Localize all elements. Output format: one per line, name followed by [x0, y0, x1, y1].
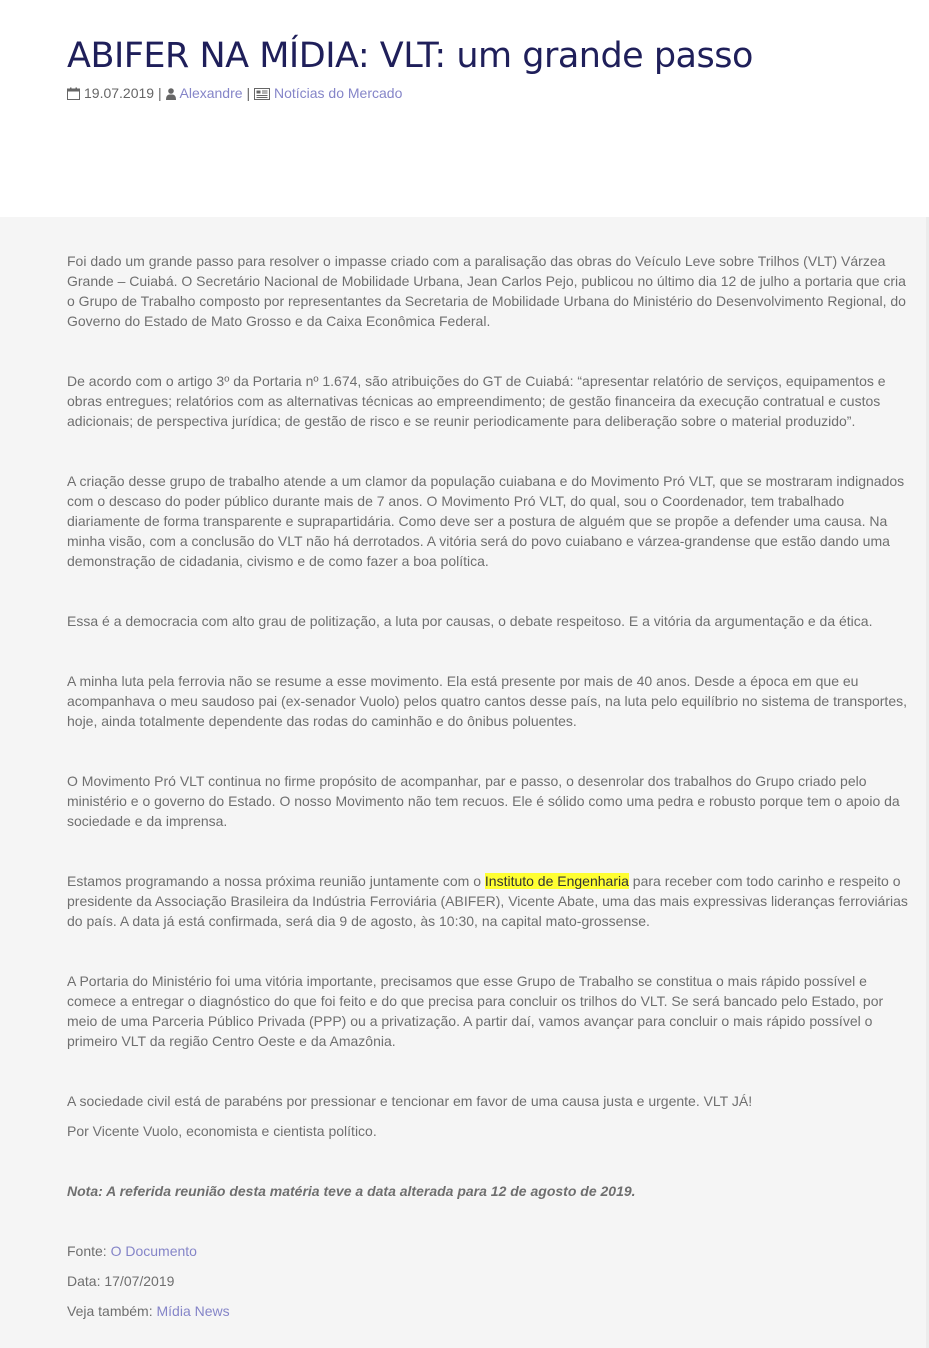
article-content — [67, 251, 912, 1331]
see-also-link[interactable]: Mídia News — [156, 1303, 230, 1319]
paragraph — [67, 871, 912, 931]
newspaper-icon — [254, 86, 270, 104]
paragraph: A sociedade civil está de parabéns por pressionar e tencionar em favor de uma causa justa e urgente. VLT JÁ! — [67, 1093, 753, 1109]
paragraph-text: Estamos programando a nossa próxima reunião juntamente com o — [67, 873, 485, 889]
author-link[interactable]: Alexandre — [179, 85, 243, 101]
paragraph: Foi dado um grande passo para resolver o impasse criado com a paralisação das obras do Veículo Leve sobre Trilhos (VLT) Várzea Grande – Cuiabá. O Secretário Nacional de Mobilidade Urbana, Jean Carlos Pejo, publicou no último dia 12 de julho a portaria que cria o Grupo de Trabalho composto por representantes da Secretaria de Mobilidade Urbana do Ministério do Desenvolvimento Regional, do Governo do Estado de Mato Grosso e da Caixa Econômica Federal. — [67, 253, 906, 329]
source-label: Fonte: — [67, 1243, 111, 1259]
article-header — [0, 0, 929, 217]
paragraph: Essa é a democracia com alto grau de politização, a luta por causas, o debate respeitoso. E a vitória da argumentação e da ética. — [67, 613, 873, 629]
paragraph: A criação desse grupo de trabalho atende a um clamor da população cuiabana e do Movimento Pró VLT, que se mostraram indignados com o descaso do poder público durante mais de 7 anos. O Movimento Pró VLT, do qual, sou o Coordenador, tem trabalhado diariamente de forma transparente e suprapartidária. Como deve ser a postura de alguém que se propõe a defender uma causa. Na minha visão, com a conclusão do VLT não há derrotados. A vitória será do povo cuiabano e várzea-grandense que estão dando uma demonstração de cidadania, civismo e de como fazer a boa política. — [67, 473, 905, 569]
highlighted-text: Instituto de Engenharia — [484, 873, 629, 889]
editor-note: Nota: A referida reunião desta matéria teve a data alterada para 12 de agosto de 2019. — [67, 1183, 636, 1199]
source-line — [67, 1241, 912, 1261]
user-icon — [166, 86, 176, 104]
paragraph: A Portaria do Ministério foi uma vitória importante, precisamos que esse Grupo de Trabalho se constitua o mais rápido possível e comece a entregar o diagnóstico do que foi feito e do que precisa para concluir os trilhos do VLT. Se será bancado pelo Estado, por meio de uma Parceria Público Privada (PPP) ou a privatização. A partir daí, vamos avançar para concluir o mais rápido possível o primeiro VLT da região Centro Oeste e da Amazônia. — [67, 973, 884, 1049]
article-meta — [67, 84, 402, 104]
post-date: 19.07.2019 — [84, 85, 155, 101]
source-link[interactable]: O Documento — [110, 1243, 197, 1259]
byline: Por Vicente Vuolo, economista e cientista político. — [67, 1123, 377, 1139]
paragraph-text: para receber com todo carinho e respeito o presidente da Associação Brasileira da Indústria Ferroviária (ABIFER), Vicente Abate, uma das mais expressivas lideranças ferroviárias do país. A data já está confirmada, será dia 9 de agosto, às 10:30, na capital mato-grossense. — [67, 873, 908, 929]
see-also-line — [67, 1301, 912, 1321]
paragraph: O Movimento Pró VLT continua no firme propósito de acompanhar, par e passo, o desenrolar dos trabalhos do Grupo criado pelo ministério e o governo do Estado. O nosso Movimento não tem recuos. Ele é sólido como uma pedra e robusto porque tem o apoio da sociedade e da imprensa. — [67, 773, 900, 829]
article-body — [0, 217, 929, 1348]
meta-separator: | — [246, 85, 251, 101]
page-title: ABIFER NA MÍDIA: VLT: um grande passo — [67, 36, 753, 76]
calendar-icon — [67, 86, 80, 104]
meta-separator: | — [157, 85, 162, 101]
date-line: Data: 17/07/2019 — [67, 1273, 175, 1289]
paragraph: De acordo com o artigo 3º da Portaria nº 1.674, são atribuições do GT de Cuiabá: “apresentar relatório de serviços, equipamentos e obras entregues; relatórios com as alternativas técnicas ao empreendimento; de gestão financeira da execução contratual e custos adicionais; de perspectiva jurídica; de gestão de risco e se reunir periodicamente para deliberação sobre o material produzido”. — [67, 373, 886, 429]
paragraph: A minha luta pela ferrovia não se resume a esse movimento. Ela está presente por mais de 40 anos. Desde a época em que eu acompanhava o meu saudoso pai (ex-senador Vuolo) pelos quatro cantos desse país, na luta pelo equilíbrio no sistema de transportes, hoje, ainda totalmente dependente das rodas do caminhão e do ônibus poluentes. — [67, 673, 907, 729]
see-also-label: Veja também: — [67, 1303, 157, 1319]
category-link[interactable]: Notícias do Mercado — [273, 85, 403, 101]
